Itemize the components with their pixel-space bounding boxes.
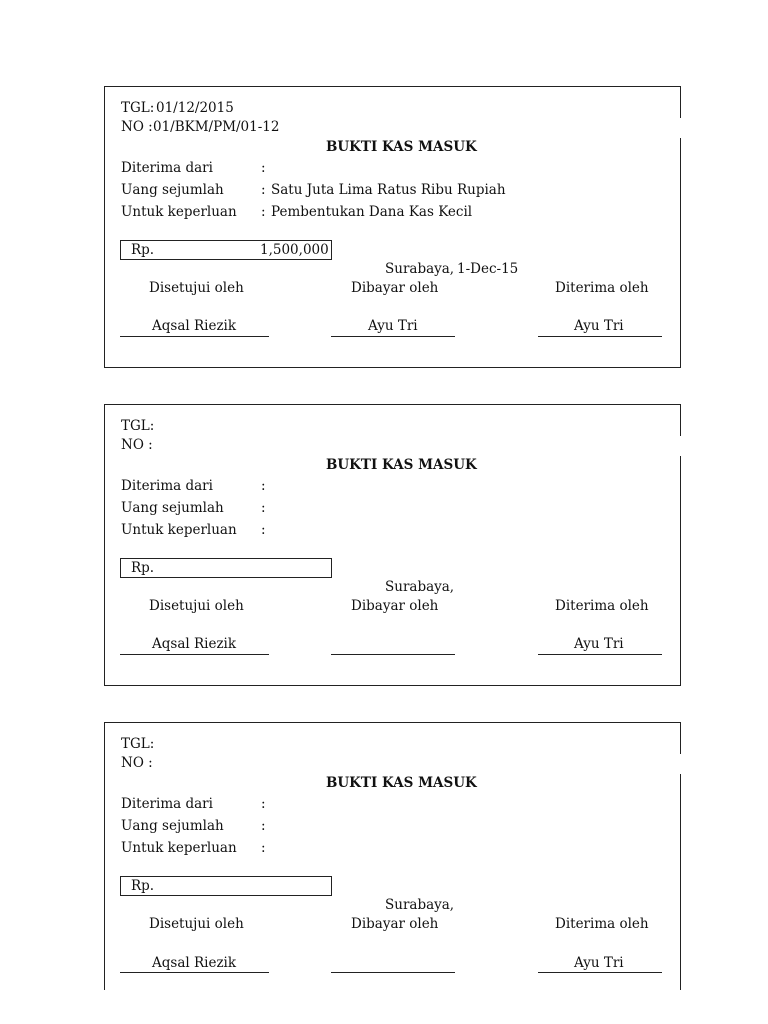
purpose-label: Untuk keperluan [121, 204, 237, 220]
approved-by-name: Aqsal Riezik [152, 318, 237, 334]
purpose-sep: : [261, 840, 266, 856]
amount-label: Rp. [131, 242, 155, 258]
signature-line-received [538, 336, 662, 337]
signature-line-approved [120, 654, 269, 655]
signature-line-approved [120, 336, 269, 337]
tgl-label: TGL: [121, 418, 155, 434]
no-label: NO : [121, 437, 153, 453]
border-top [104, 722, 681, 723]
approved-by-name: Aqsal Riezik [152, 955, 237, 971]
amount-words-label: Uang sejumlah [121, 818, 224, 834]
signature-line-paid [331, 972, 455, 973]
border-right-lower [680, 138, 681, 368]
received-by-label: Diterima oleh [555, 916, 649, 932]
tgl-value: 01/12/2015 [156, 100, 234, 116]
received-from-label: Diterima dari [121, 478, 213, 494]
approved-by-label: Disetujui oleh [149, 598, 244, 614]
signature-line-approved [120, 972, 269, 973]
received-by-name: Ayu Tri [574, 636, 624, 652]
amount-value: 1,500,000 [260, 242, 329, 258]
amount-words-sep: : [261, 500, 266, 516]
amount-words-value: Satu Juta Lima Ratus Ribu Rupiah [271, 182, 506, 198]
approved-by-label: Disetujui oleh [149, 280, 244, 296]
purpose-label: Untuk keperluan [121, 522, 237, 538]
place: Surabaya, [385, 579, 455, 595]
place: Surabaya, [385, 261, 455, 277]
signature-line-received [538, 972, 662, 973]
received-from-label: Diterima dari [121, 160, 213, 176]
border-left [104, 404, 105, 686]
date: 1-Dec-15 [457, 261, 519, 277]
border-top [104, 86, 681, 87]
receipt-1 [104, 86, 681, 368]
no-value: 01/BKM/PM/01-12 [153, 119, 280, 135]
received-by-name: Ayu Tri [574, 318, 624, 334]
border-left [104, 722, 105, 990]
approved-by-label: Disetujui oleh [149, 916, 244, 932]
purpose-sep: : [261, 522, 266, 538]
border-top [104, 404, 681, 405]
signature-line-paid [331, 336, 455, 337]
receipt-title: BUKTI KAS MASUK [326, 139, 477, 155]
border-right-upper [680, 722, 681, 754]
received-by-label: Diterima oleh [555, 598, 649, 614]
border-right-upper [680, 404, 681, 436]
received-by-label: Diterima oleh [555, 280, 649, 296]
border-right-lower [680, 456, 681, 686]
paid-by-name: Ayu Tri [368, 318, 418, 334]
paid-by-label: Dibayar oleh [351, 598, 439, 614]
purpose-label: Untuk keperluan [121, 840, 237, 856]
border-left [104, 86, 105, 368]
amount-label: Rp. [131, 560, 155, 576]
signature-line-paid [331, 654, 455, 655]
received-from-label: Diterima dari [121, 796, 213, 812]
border-bottom [104, 685, 681, 686]
amount-words-sep: : [261, 818, 266, 834]
received-from-sep: : [261, 478, 266, 494]
signature-line-received [538, 654, 662, 655]
amount-label: Rp. [131, 878, 155, 894]
receipt-3 [104, 722, 681, 1024]
tgl-label: TGL: [121, 736, 155, 752]
paid-by-label: Dibayar oleh [351, 916, 439, 932]
amount-words-sep: : [261, 182, 266, 198]
receipt-title: BUKTI KAS MASUK [326, 775, 477, 791]
received-by-name: Ayu Tri [574, 955, 624, 971]
tgl-label: TGL: [121, 100, 155, 116]
receipt-2 [104, 404, 681, 686]
amount-words-label: Uang sejumlah [121, 182, 224, 198]
purpose-value: Pembentukan Dana Kas Kecil [271, 204, 473, 220]
amount-words-label: Uang sejumlah [121, 500, 224, 516]
receipt-title: BUKTI KAS MASUK [326, 457, 477, 473]
place: Surabaya, [385, 897, 455, 913]
received-from-sep: : [261, 160, 266, 176]
border-right-upper [680, 86, 681, 118]
purpose-sep: : [261, 204, 266, 220]
no-label: NO : [121, 755, 153, 771]
approved-by-name: Aqsal Riezik [152, 636, 237, 652]
no-label: NO : [121, 119, 153, 135]
border-right-lower [680, 774, 681, 990]
border-bottom [104, 367, 681, 368]
paid-by-label: Dibayar oleh [351, 280, 439, 296]
received-from-sep: : [261, 796, 266, 812]
